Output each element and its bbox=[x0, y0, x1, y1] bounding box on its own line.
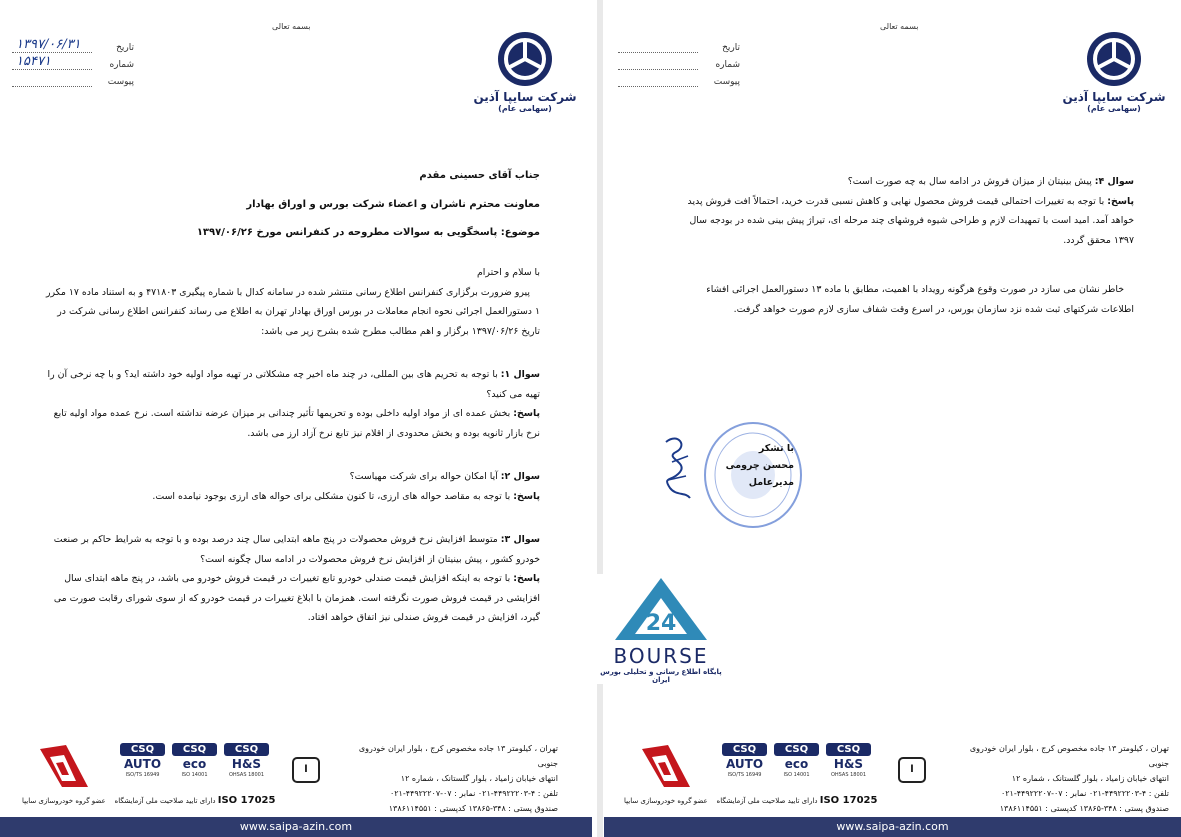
saipa-azin-emblem-icon bbox=[1085, 30, 1143, 88]
footer-address-line-1: تهران ، کیلومتر ۱۳ جاده مخصوص کرج ، بلوار ایران خودروی جنوبی bbox=[969, 744, 1169, 768]
answer-3-text: با توجه به اینکه افزایش قیمت صندلی خودرو تابع تغییرات در قیمت فروش خودرو می باشد، در پنج ماهه ابتدای سال افزایشی در قیمت فروش صورت نگرفته است. همزمان با ابلاغ تغییرات در قیمت خودرو که از سوی شورای رقابت صورت می گیرد، افزایش در قیمت فروش صندلی نیز اتفاق خواهد افتاد. bbox=[53, 573, 540, 623]
answer-3-label: پاسخ: bbox=[513, 573, 540, 584]
question-3-label: سوال ۳: bbox=[500, 534, 540, 545]
question-2-text: آیا امکان حواله برای شرکت مهیاست؟ bbox=[349, 471, 498, 482]
cert-iso-ts: CSQ AUTO ISO/TS 16949 bbox=[120, 743, 165, 778]
company-name: شرکت سایپا آذین bbox=[1062, 90, 1166, 104]
date-label: تاریخ bbox=[722, 43, 740, 53]
certificates bbox=[120, 743, 269, 778]
thanks-text: با تشکر bbox=[758, 443, 794, 454]
website-strip bbox=[604, 817, 1181, 837]
footer-address-line-2: انتهای خیابان زامیاد ، بلوار گلستانک ، شماره ۱۲ bbox=[1011, 774, 1169, 783]
cert-ohsas: CSQ H&S OHSAS 18001 bbox=[224, 743, 269, 778]
saipa-azin-emblem-icon bbox=[496, 30, 554, 88]
question-4-text: پیش بینیتان از میزان فروش در ادامه سال به چه صورت است؟ bbox=[847, 176, 1092, 187]
certificates bbox=[722, 743, 871, 778]
answer-1-label: پاسخ: bbox=[513, 408, 540, 419]
date-field bbox=[618, 41, 698, 53]
saipa-logo-icon bbox=[638, 741, 694, 791]
letter-header-block bbox=[40, 166, 540, 243]
number-label: شماره bbox=[715, 60, 740, 70]
letter-body bbox=[684, 172, 1134, 319]
website-link[interactable]: www.saipa-azin.com bbox=[239, 820, 353, 833]
iran-standard-icon: ا bbox=[898, 757, 926, 783]
answer-2 bbox=[40, 487, 540, 507]
cert-iso-14001: CSQ eco ISO 14001 bbox=[172, 743, 217, 778]
footer-address bbox=[964, 741, 1169, 816]
date-field bbox=[12, 37, 92, 53]
number-value: ۱۵۴۷۱ bbox=[16, 54, 51, 69]
answer-2-label: پاسخ: bbox=[513, 490, 540, 502]
company-type: (سهامی عام) bbox=[498, 104, 552, 113]
attachment-field bbox=[12, 75, 92, 87]
number-field bbox=[618, 58, 698, 70]
footer-address bbox=[358, 741, 558, 816]
bourse24-brand: BOURSE bbox=[613, 644, 709, 668]
footer-postal: صندوق پستی : ۳۴۸-۱۳۸۶۵ کدپستی : ۱۳۸۶۱۱۴۵۵۱ bbox=[999, 804, 1169, 813]
question-3 bbox=[40, 530, 540, 569]
cert-iso-14001: CSQ eco ISO 14001 bbox=[774, 743, 819, 778]
question-2-label: سوال ۲: bbox=[500, 471, 540, 482]
saipa-caption: عضو گروه خودروسازی سایپا bbox=[22, 797, 106, 805]
letter-body bbox=[40, 263, 540, 628]
iso17025-code: ISO 17025 bbox=[217, 795, 276, 806]
bourse24-triangle-icon bbox=[611, 574, 711, 644]
answer-3 bbox=[40, 569, 540, 628]
footer-phone: تلفن : ۴-۴۴۹۲۲۲۰۳-۰۲۱ نمابر : ۰۷-۴۴۹۲۲۲۰۷-۰۲۱ bbox=[389, 789, 558, 798]
cert-ohsas: CSQ H&S OHSAS 18001 bbox=[826, 743, 871, 778]
greeting: با سلام و احترام bbox=[477, 267, 540, 278]
iran-standard-icon: ا bbox=[292, 757, 320, 783]
letter-meta bbox=[10, 36, 134, 87]
question-1 bbox=[40, 365, 540, 404]
attachment-label: پیوست bbox=[713, 77, 740, 87]
question-2 bbox=[40, 467, 540, 487]
company-logo bbox=[470, 30, 580, 113]
number-label: شماره bbox=[109, 60, 134, 70]
answer-4-label: پاسخ: bbox=[1107, 195, 1134, 207]
answer-2-text: با توجه به مقاصد حواله های ارزی، تا کنون مشکلی برای حواله های ارزی بوجود نیامده است. bbox=[152, 490, 511, 502]
letter-footer bbox=[0, 737, 592, 837]
letter-meta bbox=[616, 36, 740, 87]
date-label: تاریخ bbox=[116, 43, 134, 53]
footer-postal: صندوق پستی : ۳۴۸-۱۳۸۶۵ کدپستی : ۱۳۸۶۱۱۴۵۵۱ bbox=[388, 804, 558, 813]
website-strip bbox=[0, 817, 592, 837]
question-3-text: متوسط افزایش نرخ فروش محصولات در پنج ماهه ابتدایی سال چند درصد بوده و با توجه به شرایط حاکم بر صنعت خودرو کشور ، پیش بینیتان از افزایش نرخ فروش محصولات در ادامه سال چگونه است؟ bbox=[53, 534, 540, 565]
saipa-group-logo bbox=[22, 741, 106, 805]
number-field bbox=[12, 54, 92, 70]
signature-icon bbox=[658, 432, 698, 502]
saipa-logo-icon bbox=[36, 741, 92, 791]
intro-paragraph: پیرو ضرورت برگزاری کنفرانس اطلاع رسانی منتشر شده در سامانه کدال با شماره پیگیری ۴۷۱۸۰۳ و به استناد ماده ۱۷ مکرر ۱ دستورالعمل اجرائی نحوه انجام معاملات در بورس اوراق بهادار تهران به اطلاع می رساند کنفرانس اطلاع رسانی شرکت در تاریخ ۱۳۹۷/۰۶/۲۶ برگزار و اهم مطالب مطرح شده بشرح زیر می باشد: bbox=[45, 286, 540, 337]
letter-page-2 bbox=[604, 0, 1181, 837]
website-link[interactable]: www.saipa-azin.com bbox=[836, 820, 949, 833]
recipient-title: معاونت محترم ناشران و اعضاء شرکت بورس و اوراق بهادار bbox=[246, 198, 540, 210]
iso17025-caption: دارای تایید صلاحیت ملی آزمایشگاه bbox=[716, 797, 818, 805]
closing-paragraph: خاطر نشان می سازد در صورت وقوع هرگونه رویداد با اهمیت، مطابق با ماده ۱۳ دستورالعمل اجرائی افشاء اطلاعات شرکتهای ثبت شده نزد سازمان بورس، در اسرع وقت شفاف سازی لازم صورت خواهد گرفت. bbox=[706, 284, 1134, 315]
date-value: ۱۳۹۷/۰۶/۳۱ bbox=[16, 37, 81, 52]
saipa-caption: عضو گروه خودروسازی سایپا bbox=[624, 797, 708, 805]
iso17025-caption: دارای تایید صلاحیت ملی آزمایشگاه bbox=[114, 797, 216, 805]
bourse24-number: 24 bbox=[645, 611, 677, 636]
company-logo bbox=[1059, 30, 1169, 113]
bourse24-watermark bbox=[596, 574, 726, 684]
besmellah-header: بسمه تعالی bbox=[272, 22, 311, 31]
attachment-field bbox=[618, 75, 698, 87]
cert-iso-ts: CSQ AUTO ISO/TS 16949 bbox=[722, 743, 767, 778]
saipa-group-logo bbox=[624, 741, 708, 805]
signature-block bbox=[704, 440, 794, 491]
question-1-label: سوال ۱: bbox=[500, 369, 540, 380]
footer-address-line-2: انتهای خیابان زامیاد ، بلوار گلستانک ، شماره ۱۲ bbox=[400, 774, 558, 783]
question-4-label: سوال ۴: bbox=[1094, 176, 1134, 187]
footer-phone: تلفن : ۴-۴۴۹۲۲۲۰۳-۰۲۱ نمابر : ۰۷-۴۴۹۲۲۲۰۷-۰۲۱ bbox=[1000, 789, 1169, 798]
iso17025-block bbox=[110, 795, 280, 806]
letter-subject: موضوع: پاسخگویی به سوالات مطروحه در کنفرانس مورخ ۱۳۹۷/۰۶/۲۶ bbox=[196, 227, 540, 238]
page-divider bbox=[597, 0, 603, 837]
signer-title: مدیرعامل bbox=[748, 477, 794, 488]
footer-address-line-1: تهران ، کیلومتر ۱۳ جاده مخصوص کرج ، بلوار ایران خودروی جنوبی bbox=[358, 744, 558, 768]
question-4 bbox=[684, 172, 1134, 192]
question-1-text: با توجه به تحریم های بین المللی، در چند ماه اخیر چه مشکلاتی در تهیه مواد اولیه خود داشته اید؟ و با چه نرخی آن را تهیه می کنید؟ bbox=[47, 369, 540, 400]
answer-1 bbox=[40, 404, 540, 443]
letter-footer bbox=[604, 737, 1181, 837]
iso17025-code: ISO 17025 bbox=[819, 795, 878, 806]
attachment-label: پیوست bbox=[107, 77, 134, 87]
company-type: (سهامی عام) bbox=[1087, 104, 1141, 113]
recipient-name: جناب آقای حسینی مقدم bbox=[419, 170, 540, 181]
iso17025-block bbox=[712, 795, 882, 806]
answer-1-text: بخش عمده ای از مواد اولیه داخلی بوده و تحریمها تأثیر چندانی بر میزان عرضه نداشته است. نرخ عمده مواد اولیه تابع نرخ بازار ثانویه بوده و بخش محدودی از اقلام نیز تابع نرخ آزاد ارز می باشد. bbox=[53, 408, 540, 439]
company-name: شرکت سایپا آذین bbox=[473, 90, 577, 104]
besmellah-header: بسمه تعالی bbox=[880, 22, 919, 31]
signer-name: محسن چرومی bbox=[725, 460, 794, 471]
answer-4-text: با توجه به تغییرات احتمالی قیمت فروش محصول نهایی و کاهش نسبی قدرت خرید، احتمالاً افت فروش پدید خواهد آمد. امید است با تمهیدات لازم و طراحی شیوه فروشهای چند مرحله ای، تیراژ پیش بینی شده در بودجه سال ۱۳۹۷ محقق گردد. bbox=[687, 195, 1134, 246]
bourse24-caption: پایگاه اطلاع رسانی و تحلیلی بورس ایران bbox=[600, 668, 722, 684]
answer-4 bbox=[684, 192, 1134, 251]
